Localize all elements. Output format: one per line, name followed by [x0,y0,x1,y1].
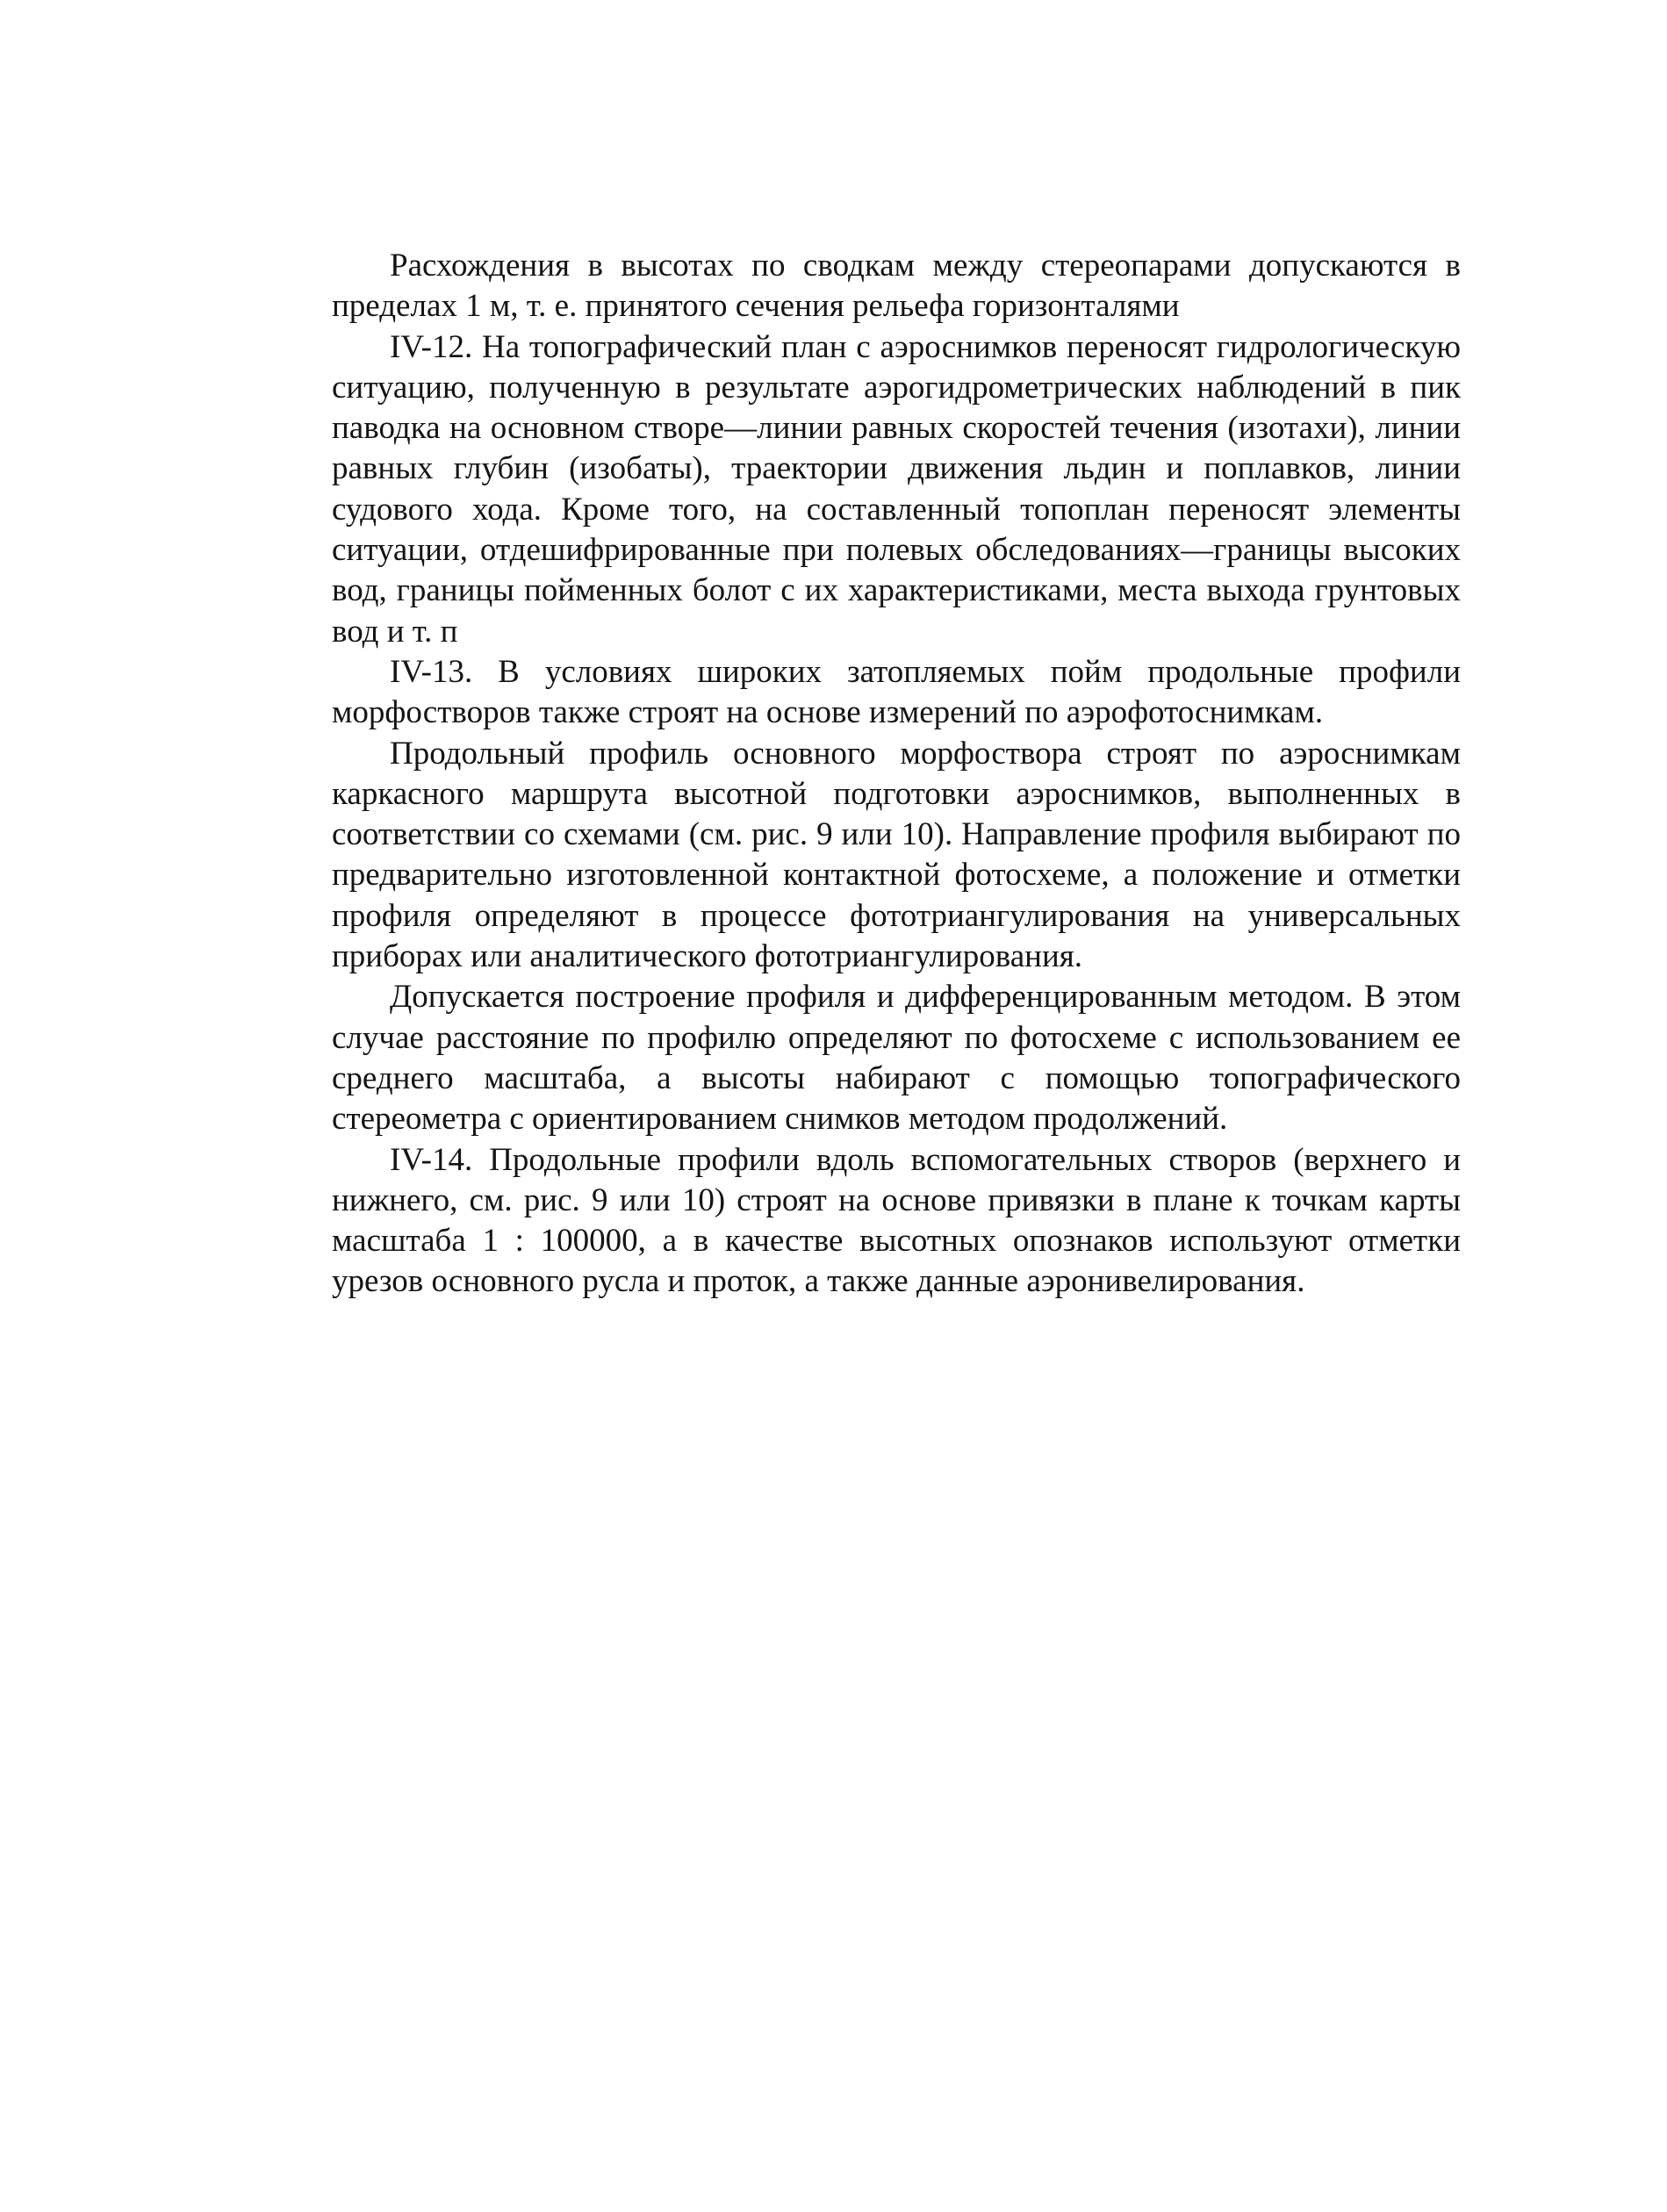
paragraph-elevation-discrepancy: Расхождения в высотах по сводкам между стереопарами допускаются в пределах 1 м, т. е. принятого сечения рельефа горизонталями [332,248,1461,325]
paragraph-iv-12: IV-12. На топографический план с аэроснимков переносят гидрологическую ситуацию, полученную в результате аэрогидрометрических наблюдений в пик паводка на основном створе—линии равных скоростей течения (изотахи), линии равных глубин (изобаты), траектории движения льдин и поплавков, линии судового хода. Кроме того, на составленный топоплан переносят элементы ситуации, отдешифрированные при полевых обследованиях—границы высоких вод, границы пойменных болот с их характеристиками, места выхода грунтовых вод и т. п [332,328,1461,650]
paragraph-iv-13: IV-13. В условиях широких затопляемых пойм продольные профили морфостворов также строят на основе измерений по аэрофотоснимкам. [332,653,1461,731]
body-text [332,246,1461,1303]
paragraph-main-profile: Продольный профиль основного морфоствора строят по аэроснимкам каркасного маршрута высотной подготовки аэроснимков, выполненных в соответствии со схемами (см. рис. 9 или 10). Направление профиля выбирают по предварительно изготовленной контактной фотосхеме, а положение и отметки профиля определяют в процессе фототриангулирования на универсальных приборах или аналитического фототриангулирования. [332,735,1461,975]
paragraph-iv-14: IV-14. Продольные профили вдоль вспомогательных створов (верхнего и нижнего, см. рис. 9 или 10) строят на основе привязки в плане к точкам карты масштаба 1 : 100000, а в качестве высотных опознаков используют отметки урезов основного русла и проток, а также данные аэронивелирования. [332,1141,1461,1300]
paragraph-differentiated-method: Допускается построение профиля и дифференцированным методом. В этом случае расстояние по профилю определяют по фотосхеме с использованием ее среднего масштаба, а высоты набирают с помощью топографического стереометра с ориентированием снимков методом продолжений. [332,979,1461,1138]
